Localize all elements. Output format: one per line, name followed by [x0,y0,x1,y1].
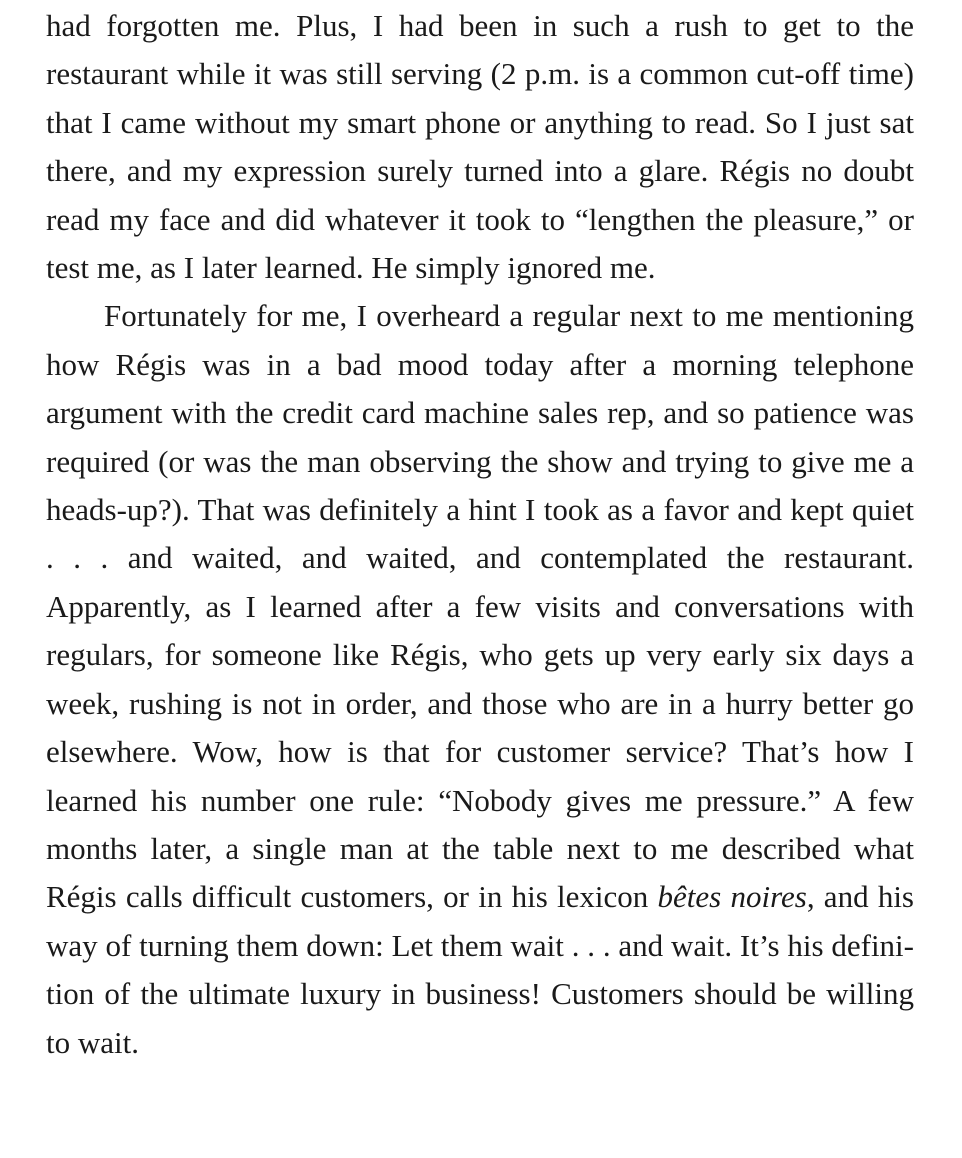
paragraph-2-text-b: , and his way of turning them down: Let them wait . . . and wait. It’s his definition of the ultimate luxury in business! Customers should be willing to wait. [46,879,914,1060]
paragraph-2-text-a: Fortunately for me, I overheard a regular next to me mentioning how Régis was in a bad mood today after a morning telephone argument with the credit card machine sales rep, and so patience was required (or was the man observing the show and trying to give me a heads-up?). That was definitely a hint I took as a favor and kept quiet . . . and waited, and waited, and contemplated the restaurant. Apparently, as I learned after a few visits and conversations with regulars, for someone like Régis, who gets up very early six days a week, rushing is not in order, and those who are in a hurry better go elsewhere. Wow, how is that for customer service? That’s how I learned his number one rule: “Nobody gives me pressure.” A few months later, a single man at the table next to me described what Régis calls difficult customers, or in his lexicon [46,298,914,915]
paragraph-2 [46,292,914,1067]
italic-term: bêtes noires [657,879,807,915]
paragraph-1-text: had forgotten me. Plus, I had been in such a rush to get to the restaurant while it was still serving (2 p.m. is a common cut-off time) that I came without my smart phone or anything to read. So I just sat there, and my expression surely turned into a glare. Régis no doubt read my face and did whatever it took to “lengthen the pleasure,” or test me, as I later learned. He simply ignored me. [46,8,914,286]
book-page [46,0,914,1067]
paragraph-1 [46,2,914,292]
